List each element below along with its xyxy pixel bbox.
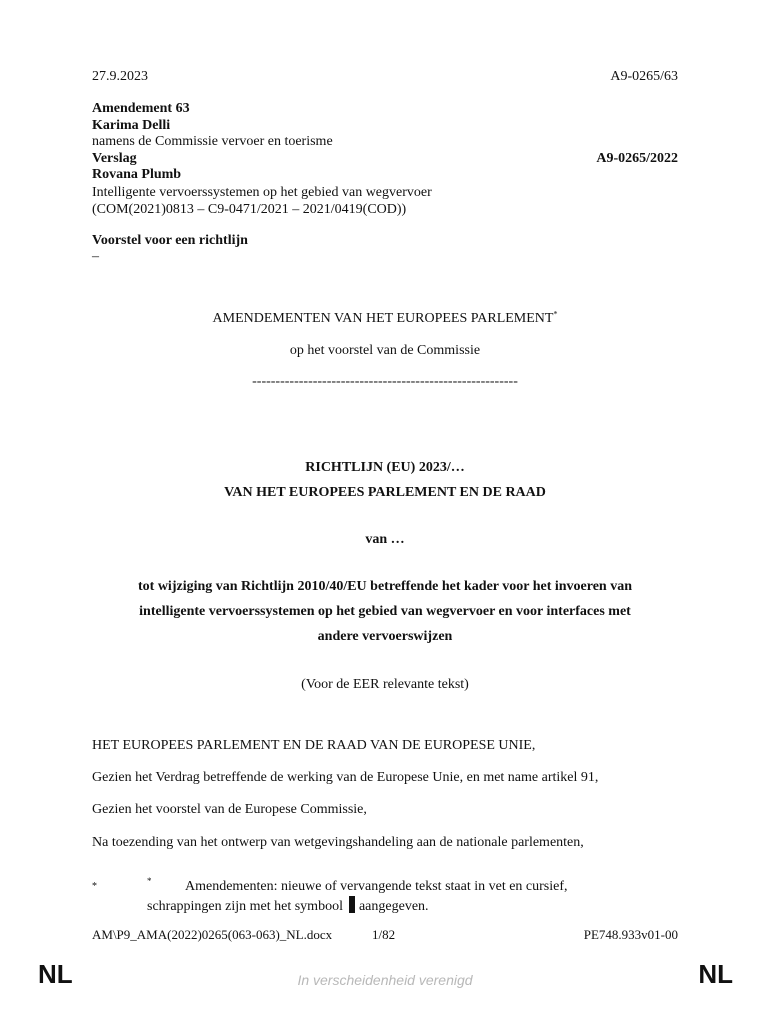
subject-line-1: Intelligente vervoerssystemen op het gebied van wegvervoer [92,185,432,200]
separator-line: --------------------------------------------------------- [252,374,518,389]
footnote-line-2-before: schrappingen zijn met het symbool [147,899,343,914]
directive-purpose-line-1: tot wijziging van Richtlijn 2010/40/EU betreffende het kader voor het invoeren van [138,579,632,594]
directive-purpose-line-3: andere vervoerswijzen [317,629,453,644]
body-paragraph-4: Na toezending van het ontwerp van wetgevingshandeling aan de nationale parlementen, [92,835,584,850]
subject-line-2: (COM(2021)0813 – C9-0471/2021 – 2021/0419(COD)) [92,202,407,217]
eu-motto: In verscheidenheid verenigd [297,972,473,988]
eea-relevance-note: (Voor de EER relevante tekst) [301,677,469,692]
deletion-symbol-icon [349,896,355,913]
directive-title-line-1: RICHTLIJN (EU) 2023/… [305,460,465,475]
document-reference: A9-0265/63 [610,69,678,84]
directive-title-line-2: VAN HET EUROPEES PARLEMENT EN DE RAAD [224,485,546,500]
footer-pe-reference: PE748.933v01-00 [583,927,678,942]
language-code-left: NL [38,959,73,989]
footnote-marker: * [92,881,97,892]
proposal-dash: – [92,249,99,264]
body-paragraph-1: HET EUROPEES PARLEMENT EN DE RAAD VAN DE EUROPESE UNIE, [92,738,536,753]
directive-purpose-line-2: intelligente vervoerssystemen op het gebied van wegvervoer en voor interfaces met [139,604,631,619]
document-date: 27.9.2023 [92,69,148,84]
footer-page-number: 1/82 [372,927,396,942]
directive-of: van … [365,532,405,547]
proposal-type: Voorstel voor een richtlijn [92,233,248,248]
language-code-right: NL [698,959,733,989]
amendments-heading-footnote-mark: * [553,309,558,319]
footer-file-reference: AM\P9_AMA(2022)0265(063-063)_NL.docx [92,927,333,942]
body-paragraph-3: Gezien het voorstel van de Europese Commissie, [92,802,367,817]
footnote-sup-marker: * [147,876,152,886]
footnote-line-1: Amendementen: nieuwe of vervangende tekst staat in vet en cursief, [185,879,568,894]
amendment-number: Amendement 63 [92,101,190,116]
rapporteur-name: Rovana Plumb [92,167,182,182]
author-name: Karima Delli [92,118,171,133]
amendments-subheading: op het voorstel van de Commissie [289,343,481,358]
amendments-heading-text: AMENDEMENTEN VAN HET EUROPEES PARLEMENT [212,311,554,326]
report-label: Verslag [92,151,137,166]
on-behalf-of: namens de Commissie vervoer en toerisme [92,134,333,149]
report-reference: A9-0265/2022 [596,151,678,166]
footnote-line-2 [147,896,429,915]
body-paragraph-2: Gezien het Verdrag betreffende de werking van de Europese Unie, en met name artikel 91, [92,770,599,785]
footnote-line-2-after: aangegeven. [358,899,429,914]
amendments-heading [0,311,770,327]
